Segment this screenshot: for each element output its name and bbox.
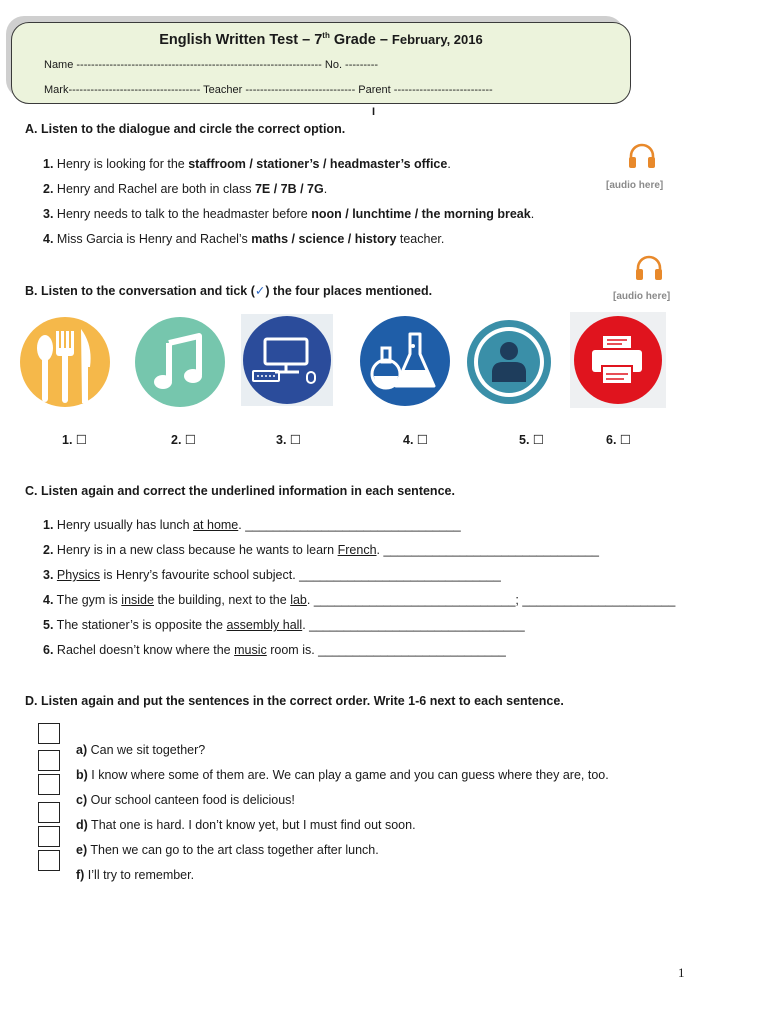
section-c-item[interactable]: 1. Henry usually has lunch at home. _______________________________ bbox=[43, 518, 461, 532]
name-number-line[interactable]: Name ------------------------------------------------------------------- No. --------- bbox=[44, 59, 379, 71]
place-checkbox-label[interactable]: 5. ☐ bbox=[519, 433, 545, 447]
audio-caption: [audio here] bbox=[606, 180, 664, 191]
place-checkbox-label[interactable]: 1. ☐ bbox=[62, 433, 88, 447]
page-number: 1 bbox=[678, 965, 685, 980]
order-answer-box[interactable] bbox=[38, 774, 60, 795]
office-person-icon bbox=[465, 318, 553, 406]
section-c-item[interactable]: 3. Physics is Henry’s favourite school subject. _____________________________ bbox=[43, 568, 501, 582]
order-answer-box[interactable] bbox=[38, 850, 60, 871]
section-a-item: 1. Henry is looking for the staffroom / stationer’s / headmaster’s office. bbox=[43, 157, 451, 171]
section-b-heading: B. Listen to the conversation and tick (✓) the four places mentioned. bbox=[25, 284, 433, 298]
order-sentence: a) Can we sit together? bbox=[76, 743, 206, 757]
order-sentence: f) I’ll try to remember. bbox=[76, 868, 195, 882]
section-c-item[interactable]: 5. The stationer’s is opposite the assembly hall. _______________________________ bbox=[43, 618, 525, 632]
place-checkbox-label[interactable]: 6. ☐ bbox=[606, 433, 632, 447]
header-banner bbox=[11, 22, 631, 104]
order-sentence: d) That one is hard. I don’t know yet, but I must find out soon. bbox=[76, 818, 416, 832]
place-checkbox-label[interactable]: 4. ☐ bbox=[403, 433, 429, 447]
section-c-item[interactable]: 4. The gym is inside the building, next to the lab. _____________________________; ______________________ bbox=[43, 593, 676, 607]
section-c-heading: C. Listen again and correct the underlined information in each sentence. bbox=[25, 484, 455, 498]
order-answer-box[interactable] bbox=[38, 826, 60, 847]
mark-teacher-parent-line[interactable]: Mark------------------------------------ Teacher ------------------------------ Parent --------------------------- bbox=[44, 84, 493, 96]
science-lab-flask-icon bbox=[358, 314, 452, 408]
stray-mark: I bbox=[372, 106, 376, 118]
section-c-item[interactable]: 6. Rachel doesn’t know where the music room is. ___________________________ bbox=[43, 643, 506, 657]
order-answer-box[interactable] bbox=[38, 750, 60, 771]
audio-caption: [audio here] bbox=[613, 291, 671, 302]
section-a-item: 2. Henry and Rachel are both in class 7E / 7B / 7G. bbox=[43, 182, 328, 196]
headphones-icon[interactable] bbox=[627, 143, 657, 169]
section-c-item[interactable]: 2. Henry is in a new class because he wants to learn French. _______________________________ bbox=[43, 543, 599, 557]
test-title: English Written Test – 7th Grade – February, 2016 bbox=[159, 31, 483, 48]
section-a-item: 3. Henry needs to talk to the headmaster before noon / lunchtime / the morning break. bbox=[43, 207, 535, 221]
place-checkbox-label[interactable]: 2. ☐ bbox=[171, 433, 197, 447]
section-a-heading: A. Listen to the dialogue and circle the correct option. bbox=[25, 122, 346, 136]
computer-room-icon bbox=[241, 314, 333, 406]
music-note-icon bbox=[133, 315, 227, 409]
printer-room-icon bbox=[570, 312, 666, 408]
place-checkbox-label[interactable]: 3. ☐ bbox=[276, 433, 302, 447]
canteen-cutlery-icon bbox=[18, 315, 112, 409]
order-sentence: b) I know where some of them are. We can play a game and you can guess where they are, too. bbox=[76, 768, 609, 782]
section-d-heading: D. Listen again and put the sentences in the correct order. Write 1-6 next to each sentence. bbox=[25, 694, 564, 708]
check-mark-icon: ✓ bbox=[254, 284, 266, 298]
order-sentence: c) Our school canteen food is delicious! bbox=[76, 793, 295, 807]
order-answer-box[interactable] bbox=[38, 802, 60, 823]
order-sentence: e) Then we can go to the art class together after lunch. bbox=[76, 843, 379, 857]
headphones-icon[interactable] bbox=[634, 255, 664, 281]
order-answer-box[interactable] bbox=[38, 723, 60, 744]
section-a-item: 4. Miss Garcia is Henry and Rachel’s maths / science / history teacher. bbox=[43, 232, 445, 246]
